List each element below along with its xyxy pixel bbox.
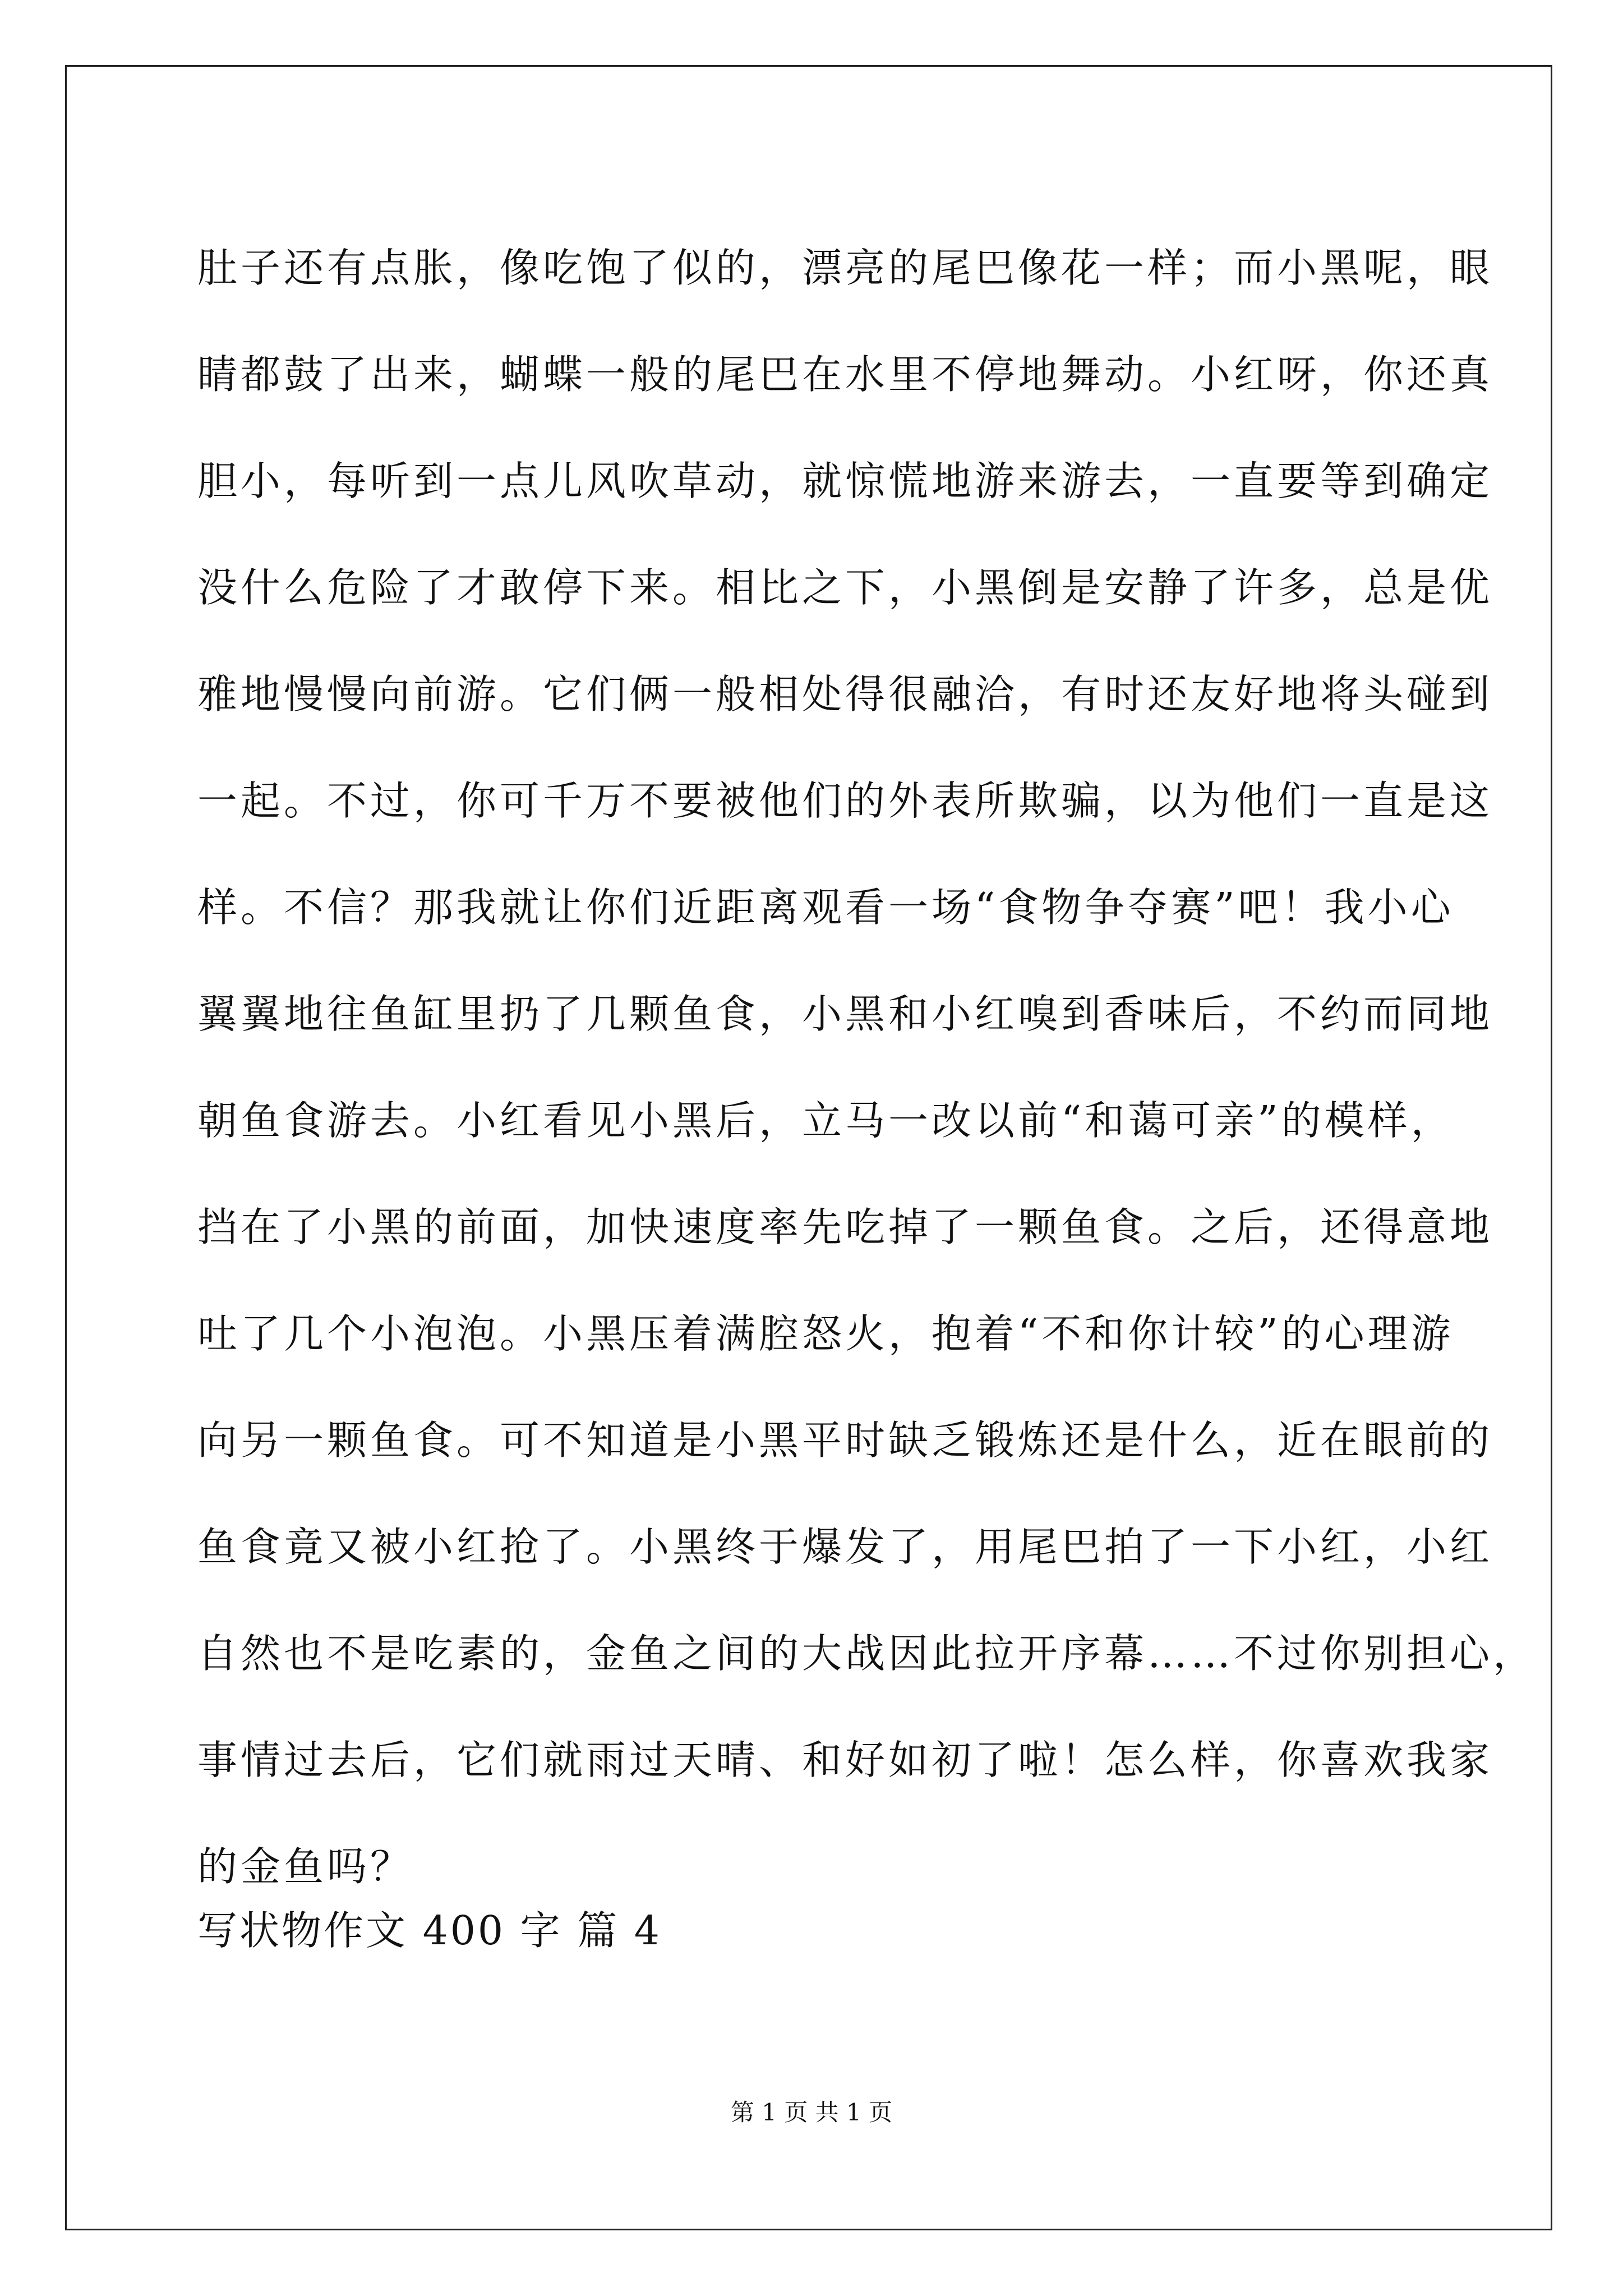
paragraph-line-15: 事情过去后，它们就雨过天晴、和好如初了啦！怎么样，你喜欢我家: [197, 1737, 1493, 1783]
paragraph-line-10: 挡在了小黑的前面，加快速度率先吃掉了一颗鱼食。之后，还得意地: [197, 1204, 1493, 1250]
paragraph-line-13: 鱼食竟又被小红抢了。小黑终于爆发了，用尾巴拍了一下小红，小红: [197, 1524, 1493, 1570]
page-footer: 第 1 页 共 1 页: [730, 2099, 893, 2126]
body-paragraph: [197, 215, 1537, 1920]
paragraph-line-2: 睛都鼓了出来，蝴蝶一般的尾巴在水里不停地舞动。小红呀，你还真: [197, 351, 1493, 398]
paragraph-line-5: 雅地慢慢向前游。它们俩一般相处得很融洽，有时还友好地将头碰到: [197, 671, 1493, 717]
paragraph-line-4: 没什么危险了才敢停下来。相比之下，小黑倒是安静了许多，总是优: [197, 564, 1493, 611]
paragraph-line-6: 一起。不过，你可千万不要被他们的外表所欺骗，以为他们一直是这: [197, 777, 1493, 824]
paragraph-line-1: 肚子还有点胀，像吃饱了似的，漂亮的尾巴像花一样；而小黑呢，眼: [197, 245, 1493, 291]
paragraph-line-14: 自然也不是吃素的，金鱼之间的大战因此拉开序幕……不过你别担心，: [197, 1630, 1537, 1677]
paragraph-line-8: 翼翼地往鱼缸里扔了几颗鱼食，小黑和小红嗅到香味后，不约而同地: [197, 991, 1493, 1037]
paragraph-line-3: 胆小，每听到一点儿风吹草动，就惊慌地游来游去，一直要等到确定: [197, 458, 1493, 504]
paragraph-line-7: 样。不信？那我就让你们近距离观看一场“食物争夺赛”吧！我小心: [197, 884, 1454, 931]
paragraph-line-12: 向另一颗鱼食。可不知道是小黑平时缺乏锻炼还是什么，近在眼前的: [197, 1417, 1493, 1464]
paragraph-line-16: 的金鱼吗？: [197, 1843, 414, 1890]
paragraph-line-11: 吐了几个小泡泡。小黑压着满腔怒火，抱着“不和你计较”的心理游: [197, 1310, 1454, 1357]
paragraph-line-9: 朝鱼食游去。小红看见小黑后，立马一改以前“和蔼可亲”的模样，: [197, 1097, 1454, 1144]
section-heading: 写状物作文 400 字 篇 4: [197, 1907, 662, 1954]
